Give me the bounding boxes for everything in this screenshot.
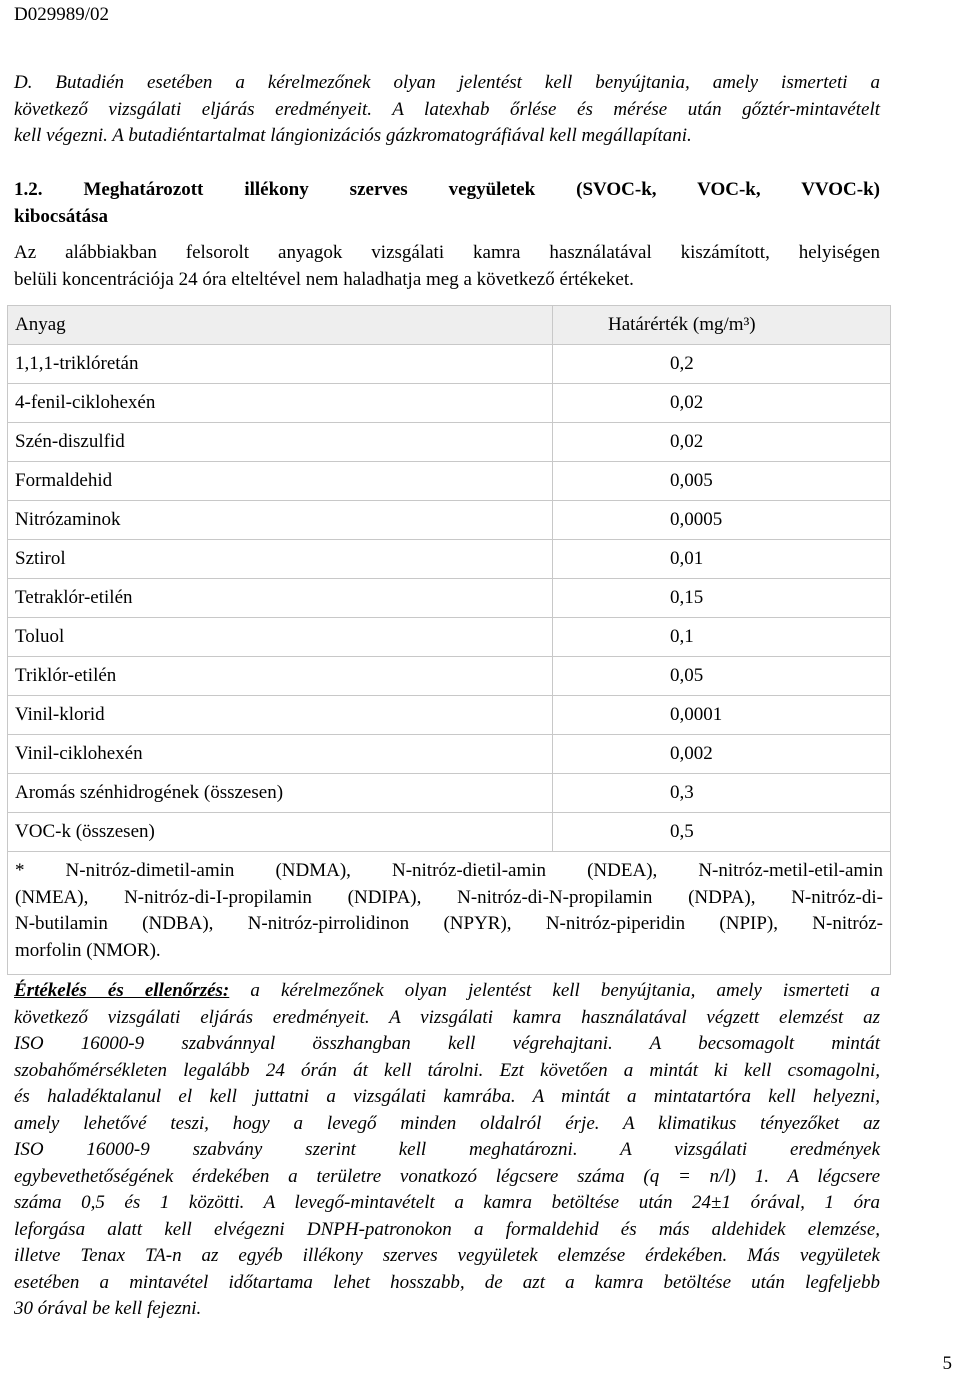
table-footnote-row xyxy=(8,852,891,975)
evaluation-line: esetében a mintavétel időtartama lehet hosszabb, de azt a kamra betöltése után legfeljebb xyxy=(14,1271,880,1293)
substance-cell: Nitrózaminok xyxy=(8,501,553,540)
limit-cell: 0,0005 xyxy=(553,501,891,540)
limit-values-table xyxy=(7,305,891,975)
column-header-substance: Anyag xyxy=(8,306,553,345)
substance-cell: Toluol xyxy=(8,618,553,657)
limit-cell: 0,15 xyxy=(553,579,891,618)
limit-cell: 0,0001 xyxy=(553,696,891,735)
substance-cell: Aromás szénhidrogének (összesen) xyxy=(8,774,553,813)
limit-cell: 0,5 xyxy=(553,813,891,852)
substance-cell: Tetraklór-etilén xyxy=(8,579,553,618)
evaluation-line: 30 órával be kell fejezni. xyxy=(14,1298,202,1319)
evaluation-line: szobahőmérsékleten legalább 24 órán át kell tárolni. Ezt követően a mintát ki kell csomagolni, xyxy=(14,1059,880,1081)
table-row xyxy=(8,657,891,696)
substance-cell: 4-fenil-ciklohexén xyxy=(8,384,553,423)
footnote-line: * N-nitróz-dimetil-amin (NDMA), N-nitróz-dietil-amin (NDEA), N-nitróz-metil-etil-amin xyxy=(15,860,883,881)
limit-cell: 0,002 xyxy=(553,735,891,774)
substance-cell: Formaldehid xyxy=(8,462,553,501)
evaluation-line: ISO 16000-9 szabvány szerint kell meghatározni. A vizsgálati eredmények xyxy=(14,1139,880,1160)
footnote-line: morfolin (NMOR). xyxy=(15,939,161,961)
limit-cell: 0,01 xyxy=(553,540,891,579)
document-id: D029989/02 xyxy=(14,4,109,25)
substance-cell: Vinil-ciklohexén xyxy=(8,735,553,774)
table-row xyxy=(8,384,891,423)
section-intro xyxy=(14,240,880,293)
paragraph-butadiene xyxy=(14,70,880,150)
table-row xyxy=(8,462,891,501)
evaluation-line: illetve Tenax TA-n az egyéb illékony szerves vegyületek elemzése érdekében. Más vegyületek xyxy=(14,1245,880,1266)
limit-cell: 0,02 xyxy=(553,423,891,462)
paragraph-line: D. Butadién esetében a kérelmezőnek olyan jelentést kell benyújtania, amely ismerteti a xyxy=(14,72,880,93)
footnote-line: N-butilamin (NDBA), N-nitróz-pirrolidinon (NPYR), N-nitróz-piperidin (NPIP), N-nitróz- xyxy=(15,913,883,934)
evaluation-line: egybevethetőségének érdekében a területre vonatkozó légcsere száma (q = n/l) 1. A légcsere xyxy=(14,1165,880,1187)
table-row xyxy=(8,423,891,462)
evaluation-label: Értékelés és ellenőrzés: xyxy=(14,980,230,1001)
table-row xyxy=(8,813,891,852)
limit-cell: 0,05 xyxy=(553,657,891,696)
section-heading-line: kibocsátása xyxy=(14,206,108,227)
intro-line: belüli koncentrációja 24 óra elteltével nem haladhatja meg a következő értékeket. xyxy=(14,268,634,290)
evaluation-line: ISO 16000-9 szabvánnyal összhangban kell végrehajtani. A becsomagolt mintát xyxy=(14,1033,880,1054)
evaluation-line xyxy=(14,978,880,1005)
evaluation-paragraph xyxy=(14,978,880,1323)
footnote-line: (NMEA), N-nitróz-di-I-propilamin (NDIPA), N-nitróz-di-N-propilamin (NDPA), N-nitróz-di- xyxy=(15,886,883,908)
substance-cell: 1,1,1-triklóretán xyxy=(8,345,553,384)
intro-line: Az alábbiakban felsorolt anyagok vizsgálati kamra használatával kiszámított, helyiségen xyxy=(14,242,880,263)
table-row xyxy=(8,618,891,657)
page-number: 5 xyxy=(942,1353,952,1374)
table-header-row xyxy=(8,306,891,345)
table-row xyxy=(8,774,891,813)
paragraph-line: kell végezni. A butadiéntartalmat lángionizációs gázkromatográfiával kell megállapítani. xyxy=(14,125,692,146)
substance-cell: Sztirol xyxy=(8,540,553,579)
substance-cell: Szén-diszulfid xyxy=(8,423,553,462)
table-row xyxy=(8,696,891,735)
evaluation-line: következő vizsgálati eljárás eredményeit. A vizsgálati kamra használatával végzett elemzést az xyxy=(14,1006,880,1028)
substance-cell: Vinil-klorid xyxy=(8,696,553,735)
substance-cell: Triklór-etilén xyxy=(8,657,553,696)
section-heading-line: 1.2. Meghatározott illékony szerves vegyületek (SVOC-k, VOC-k, VVOC-k) xyxy=(14,179,880,200)
nitrosamine-footnote xyxy=(8,852,891,975)
section-heading xyxy=(14,176,880,230)
limit-cell: 0,1 xyxy=(553,618,891,657)
column-header-limit: Határérték (mg/m³) xyxy=(553,306,891,345)
evaluation-text: a kérelmezőnek olyan jelentést kell benyújtania, amely ismerteti a xyxy=(229,980,881,1001)
table-row xyxy=(8,501,891,540)
table-row xyxy=(8,735,891,774)
substance-cell: VOC-k (összesen) xyxy=(8,813,553,852)
limit-cell: 0,02 xyxy=(553,384,891,423)
limit-cell: 0,005 xyxy=(553,462,891,501)
evaluation-line: amely lehetővé teszi, hogy a levegő minden oldalról érje. A klimatikus tényezőket az xyxy=(14,1112,880,1134)
paragraph-line: következő vizsgálati eljárás eredményeit. A latexhab őrlése és mérése után gőztér-mintavételt xyxy=(14,98,880,120)
limit-cell: 0,3 xyxy=(553,774,891,813)
table-row xyxy=(8,540,891,579)
limit-cell: 0,2 xyxy=(553,345,891,384)
table-row xyxy=(8,579,891,618)
table-row xyxy=(8,345,891,384)
evaluation-line: és haladéktalanul el kell juttatni a vizsgálati kamrába. A mintát a mintatartóra kell helyezni, xyxy=(14,1086,880,1107)
evaluation-line: száma 0,5 és 1 közötti. A levegő-mintavételt a kamra betöltése után 24±1 órával, 1 óra xyxy=(14,1192,880,1213)
evaluation-line: leforgása alatt kell elvégezni DNPH-patronokon a formaldehid és más aldehidek elemzése, xyxy=(14,1218,880,1240)
